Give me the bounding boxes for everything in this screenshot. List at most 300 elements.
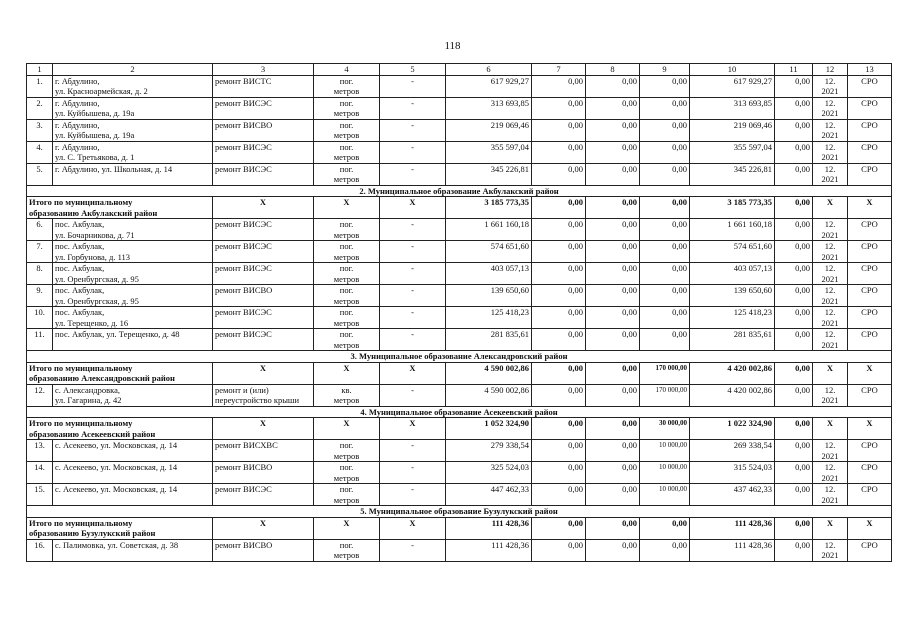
section-total-row [27, 197, 892, 219]
total-cost-cell: 281 835,61 [446, 329, 532, 351]
unit-cell-line2: метров [333, 339, 360, 350]
deadline-cell-line1: 12. [824, 440, 836, 450]
unit-cell-line2: метров [333, 229, 360, 240]
fund-cell-7: 0,00 [532, 307, 586, 329]
address-cell-line1: с. Асекеево, ул. Московская, д. 14 [55, 462, 178, 472]
total-col3: Х [213, 517, 314, 539]
deadline-cell-line2: 2021 [821, 174, 839, 184]
fund-cell-8: 0,00 [586, 119, 640, 141]
work-type-cell [213, 285, 314, 307]
volume-cell: - [380, 163, 446, 185]
unit-cell [314, 285, 380, 307]
method-cell: СРО [848, 307, 892, 329]
owner-funds-cell: 125 418,23 [690, 307, 775, 329]
total-label [27, 418, 213, 440]
table-row [27, 263, 892, 285]
fund-cell-7: 0,00 [532, 263, 586, 285]
work-type-cell-line1: ремонт и (или) [215, 384, 269, 395]
total-col5: Х [380, 418, 446, 440]
unit-cell-line2: метров [333, 450, 360, 461]
unit-cell [314, 97, 380, 119]
fund-cell-8: 0,00 [586, 307, 640, 329]
fund-cell-8: 0,00 [586, 75, 640, 97]
address-cell-line2: ул. Оренбургская, д. 95 [55, 295, 139, 306]
unit-cell-line2: метров [333, 295, 360, 306]
volume-cell: - [380, 263, 446, 285]
volume-cell: - [380, 329, 446, 351]
row-number: 6. [27, 219, 53, 241]
fund-cell-7: 0,00 [532, 384, 586, 406]
work-type-cell [213, 539, 314, 561]
row-number: 12. [27, 384, 53, 406]
fund-cell-9: 0,00 [640, 263, 690, 285]
unit-cell-line1: пог. [339, 141, 354, 152]
unit-cell-line2: метров [333, 251, 360, 262]
unit-cell [314, 75, 380, 97]
unit-cell-line1: пог. [339, 241, 354, 251]
unit-cell-line1: пог. [339, 163, 354, 174]
address-cell [53, 484, 213, 506]
fund-cell-11: 0,00 [775, 141, 813, 163]
unit-cell [314, 141, 380, 163]
address-cell [53, 75, 213, 97]
total-col4: Х [314, 418, 380, 440]
fund-cell-7: 0,00 [532, 219, 586, 241]
work-type-cell-line2: переустройство крыши [215, 395, 300, 405]
fund-cell-8: 0,00 [586, 97, 640, 119]
total-col8: 0,00 [586, 517, 640, 539]
table-row [27, 285, 892, 307]
total-col11: 0,00 [775, 197, 813, 219]
fund-cell-7: 0,00 [532, 462, 586, 484]
fund-cell-11: 0,00 [775, 484, 813, 506]
table-row [27, 384, 892, 406]
work-type-cell-line1: ремонт ВИСТС [215, 75, 272, 86]
column-header-7: 7 [532, 64, 586, 76]
total-label-line2: образованию Бузулукский район [29, 528, 156, 538]
unit-cell-line1: пог. [339, 75, 354, 86]
deadline-cell [813, 484, 848, 506]
page-number: 118 [444, 40, 461, 52]
total-col3: Х [213, 418, 314, 440]
fund-cell-7: 0,00 [532, 119, 586, 141]
total-col10: 4 420 002,86 [690, 362, 775, 384]
fund-cell-7: 0,00 [532, 141, 586, 163]
total-col12: Х [813, 517, 848, 539]
volume-cell: - [380, 484, 446, 506]
unit-cell-line2: метров [333, 108, 360, 118]
row-number: 10. [27, 307, 53, 329]
deadline-cell [813, 539, 848, 561]
work-type-cell [213, 163, 314, 185]
fund-cell-7: 0,00 [532, 285, 586, 307]
total-col5: Х [380, 362, 446, 384]
address-cell-line2: ул. Куйбышева, д. 19а [55, 108, 135, 118]
fund-cell-9: 10 000,00 [640, 484, 690, 506]
deadline-cell-line2: 2021 [821, 273, 839, 284]
total-cost-cell: 1 661 160,18 [446, 219, 532, 241]
fund-cell-9: 0,00 [640, 97, 690, 119]
unit-cell [314, 119, 380, 141]
total-col13: Х [848, 362, 892, 384]
volume-cell: - [380, 384, 446, 406]
fund-cell-9: 0,00 [640, 163, 690, 185]
fund-cell-8: 0,00 [586, 384, 640, 406]
total-col11: 0,00 [775, 362, 813, 384]
total-col4: Х [314, 517, 380, 539]
deadline-cell-line2: 2021 [821, 152, 839, 162]
volume-cell: - [380, 97, 446, 119]
deadline-cell-line2: 2021 [821, 295, 839, 306]
fund-cell-7: 0,00 [532, 329, 586, 351]
deadline-cell [813, 307, 848, 329]
section-header-row [27, 185, 892, 197]
deadline-cell-line1: 12. [824, 241, 836, 251]
method-cell: СРО [848, 97, 892, 119]
address-cell-line2: ул. Бочарникова, д. 71 [55, 229, 135, 240]
deadline-cell [813, 329, 848, 351]
work-type-cell-line1: ремонт ВИСЭС [215, 97, 272, 108]
deadline-cell-line2: 2021 [821, 494, 839, 505]
deadline-cell-line2: 2021 [821, 229, 839, 240]
method-cell: СРО [848, 241, 892, 263]
volume-cell: - [380, 141, 446, 163]
work-type-cell [213, 219, 314, 241]
owner-funds-cell: 281 835,61 [690, 329, 775, 351]
fund-cell-7: 0,00 [532, 163, 586, 185]
address-cell [53, 307, 213, 329]
table-row [27, 119, 892, 141]
deadline-cell-line1: 12. [824, 484, 836, 494]
total-col8: 0,00 [586, 197, 640, 219]
unit-cell [314, 163, 380, 185]
unit-cell [314, 219, 380, 241]
column-header-5: 5 [380, 64, 446, 76]
owner-funds-cell: 617 929,27 [690, 75, 775, 97]
method-cell: СРО [848, 462, 892, 484]
row-number: 16. [27, 539, 53, 561]
row-number: 5. [27, 163, 53, 185]
method-cell: СРО [848, 539, 892, 561]
total-col11: 0,00 [775, 418, 813, 440]
row-number: 13. [27, 440, 53, 462]
address-cell [53, 241, 213, 263]
work-type-cell [213, 440, 314, 462]
work-type-cell [213, 462, 314, 484]
volume-cell: - [380, 219, 446, 241]
deadline-cell-line1: 12. [824, 119, 836, 130]
column-header-9: 9 [640, 64, 690, 76]
fund-cell-8: 0,00 [586, 539, 640, 561]
fund-cell-11: 0,00 [775, 384, 813, 406]
section-total-row [27, 418, 892, 440]
total-label-line1: Итого по муниципальному [29, 517, 133, 528]
fund-cell-9: 0,00 [640, 141, 690, 163]
address-cell-line1: пос. Акбулак, [55, 307, 105, 317]
address-cell-line2: ул. Горбунова, д. 113 [55, 251, 131, 262]
total-col5: Х [380, 517, 446, 539]
total-cost-cell: 617 929,27 [446, 75, 532, 97]
table-row [27, 141, 892, 163]
fund-cell-11: 0,00 [775, 263, 813, 285]
address-cell-line1: пос. Акбулак, [55, 241, 105, 251]
work-type-cell-line1: ремонт ВИСВО [215, 462, 273, 472]
fund-cell-8: 0,00 [586, 163, 640, 185]
deadline-cell-line1: 12. [824, 97, 836, 108]
address-cell [53, 462, 213, 484]
table-row [27, 440, 892, 462]
work-type-cell-line1: ремонт ВИСВО [215, 539, 273, 550]
fund-cell-8: 0,00 [586, 462, 640, 484]
capital-repair-table [26, 63, 892, 562]
unit-cell-line2: метров [333, 174, 360, 184]
address-cell [53, 329, 213, 351]
unit-cell [314, 241, 380, 263]
deadline-cell-line1: 12. [824, 163, 836, 174]
fund-cell-7: 0,00 [532, 539, 586, 561]
table-row [27, 75, 892, 97]
unit-cell-line1: пог. [339, 219, 354, 229]
total-col6: 1 052 324,90 [446, 418, 532, 440]
fund-cell-9: 0,00 [640, 75, 690, 97]
deadline-cell-line1: 12. [824, 219, 836, 229]
owner-funds-cell: 574 651,60 [690, 241, 775, 263]
table-row [27, 97, 892, 119]
work-type-cell-line1: ремонт ВИСЭС [215, 329, 272, 339]
method-cell: СРО [848, 329, 892, 351]
address-cell [53, 119, 213, 141]
table-row [27, 329, 892, 351]
deadline-cell-line1: 12. [824, 285, 836, 295]
work-type-cell [213, 75, 314, 97]
total-col9: 0,00 [640, 197, 690, 219]
total-col5: Х [380, 197, 446, 219]
owner-funds-cell: 4 420 002,86 [690, 384, 775, 406]
deadline-cell-line1: 12. [824, 462, 836, 472]
work-type-cell-line1: ремонт ВИСЭС [215, 484, 272, 494]
total-col6: 3 185 773,35 [446, 197, 532, 219]
unit-cell [314, 484, 380, 506]
address-cell [53, 440, 213, 462]
column-header-6: 6 [446, 64, 532, 76]
work-type-cell-line1: ремонт ВИСЭС [215, 241, 272, 251]
total-cost-cell: 447 462,33 [446, 484, 532, 506]
deadline-cell-line2: 2021 [821, 450, 839, 461]
section-title: 4. Муниципальное образование Асекеевский район [27, 406, 892, 418]
table-row [27, 219, 892, 241]
row-number: 1. [27, 75, 53, 97]
deadline-cell-line2: 2021 [821, 395, 839, 405]
deadline-cell [813, 119, 848, 141]
unit-cell-line1: пог. [339, 285, 354, 295]
total-cost-cell: 139 650,60 [446, 285, 532, 307]
owner-funds-cell: 1 661 160,18 [690, 219, 775, 241]
table-row [27, 539, 892, 561]
unit-cell-line2: метров [333, 152, 360, 162]
work-type-cell [213, 263, 314, 285]
work-type-cell-line1: ремонт ВИСЭС [215, 141, 272, 152]
fund-cell-11: 0,00 [775, 219, 813, 241]
work-type-cell-line1: ремонт ВИСЭС [215, 263, 272, 273]
unit-cell-line1: кв. [341, 384, 352, 395]
fund-cell-9: 0,00 [640, 539, 690, 561]
total-label-line1: Итого по муниципальному [29, 362, 133, 373]
total-label-line1: Итого по муниципальному [29, 197, 133, 207]
total-cost-cell: 279 338,54 [446, 440, 532, 462]
address-cell [53, 163, 213, 185]
total-col7: 0,00 [532, 362, 586, 384]
unit-cell-line1: пог. [339, 440, 354, 450]
owner-funds-cell: 219 069,46 [690, 119, 775, 141]
row-number: 14. [27, 462, 53, 484]
method-cell: СРО [848, 484, 892, 506]
total-col10: 111 428,36 [690, 517, 775, 539]
unit-cell-line1: пог. [339, 263, 354, 273]
address-cell-line1: г. Абдулино, [55, 97, 100, 108]
total-label [27, 517, 213, 539]
total-col12: Х [813, 362, 848, 384]
work-type-cell [213, 241, 314, 263]
section-total-row [27, 517, 892, 539]
total-col10: 3 185 773,35 [690, 197, 775, 219]
row-number: 11. [27, 329, 53, 351]
unit-cell [314, 462, 380, 484]
fund-cell-11: 0,00 [775, 307, 813, 329]
total-cost-cell: 325 524,03 [446, 462, 532, 484]
fund-cell-7: 0,00 [532, 97, 586, 119]
deadline-cell [813, 163, 848, 185]
owner-funds-cell: 437 462,33 [690, 484, 775, 506]
section-title: 5. Муниципальное образование Бузулукский район [27, 506, 892, 518]
total-cost-cell: 4 590 002,86 [446, 384, 532, 406]
total-col4: Х [314, 362, 380, 384]
total-col10: 1 022 324,90 [690, 418, 775, 440]
deadline-cell-line1: 12. [824, 329, 836, 339]
unit-cell [314, 329, 380, 351]
method-cell: СРО [848, 75, 892, 97]
total-cost-cell: 355 597,04 [446, 141, 532, 163]
deadline-cell [813, 462, 848, 484]
volume-cell: - [380, 539, 446, 561]
deadline-cell-line1: 12. [824, 75, 836, 86]
deadline-cell [813, 440, 848, 462]
total-col12: Х [813, 197, 848, 219]
deadline-cell [813, 75, 848, 97]
unit-cell-line2: метров [333, 494, 360, 505]
volume-cell: - [380, 440, 446, 462]
deadline-cell [813, 285, 848, 307]
work-type-cell [213, 307, 314, 329]
owner-funds-cell: 269 338,54 [690, 440, 775, 462]
fund-cell-11: 0,00 [775, 97, 813, 119]
method-cell: СРО [848, 163, 892, 185]
deadline-cell-line2: 2021 [821, 108, 839, 118]
volume-cell: - [380, 462, 446, 484]
deadline-cell [813, 141, 848, 163]
total-col9: 170 000,00 [640, 362, 690, 384]
address-cell-line2: ул. Терещенко, д. 16 [55, 317, 129, 328]
work-type-cell [213, 97, 314, 119]
fund-cell-8: 0,00 [586, 285, 640, 307]
unit-cell [314, 307, 380, 329]
column-header-10: 10 [690, 64, 775, 76]
total-col9: 30 000,00 [640, 418, 690, 440]
total-col8: 0,00 [586, 362, 640, 384]
fund-cell-11: 0,00 [775, 119, 813, 141]
fund-cell-7: 0,00 [532, 440, 586, 462]
section-title: 2. Муниципальное образование Акбулакский район [27, 185, 892, 197]
deadline-cell [813, 219, 848, 241]
unit-cell-line2: метров [333, 317, 360, 328]
address-cell-line2: ул. Гагарина, д. 42 [55, 395, 122, 405]
row-number: 4. [27, 141, 53, 163]
row-number: 15. [27, 484, 53, 506]
fund-cell-9: 0,00 [640, 285, 690, 307]
section-title: 3. Муниципальное образование Александровский район [27, 351, 892, 363]
address-cell-line1: г. Абдулино, ул. Школьная, д. 14 [55, 163, 173, 174]
total-label-line2: образованию Асекеевский район [29, 428, 156, 439]
deadline-cell [813, 263, 848, 285]
table-row [27, 307, 892, 329]
row-number: 9. [27, 285, 53, 307]
column-header-4: 4 [314, 64, 380, 76]
total-col7: 0,00 [532, 197, 586, 219]
address-cell-line2: ул. Оренбургская, д. 95 [55, 273, 139, 284]
unit-cell-line1: пог. [339, 119, 354, 130]
fund-cell-9: 10 000,00 [640, 462, 690, 484]
unit-cell-line2: метров [333, 472, 360, 483]
column-header-11: 11 [775, 64, 813, 76]
owner-funds-cell: 313 693,85 [690, 97, 775, 119]
address-cell [53, 285, 213, 307]
owner-funds-cell: 403 057,13 [690, 263, 775, 285]
unit-cell-line2: метров [333, 395, 360, 405]
total-col3: Х [213, 197, 314, 219]
work-type-cell [213, 329, 314, 351]
work-type-cell-line1: ремонт ВИСВО [215, 119, 273, 130]
fund-cell-8: 0,00 [586, 219, 640, 241]
owner-funds-cell: 355 597,04 [690, 141, 775, 163]
total-cost-cell: 219 069,46 [446, 119, 532, 141]
row-number: 7. [27, 241, 53, 263]
deadline-cell-line2: 2021 [821, 339, 839, 350]
unit-cell [314, 384, 380, 406]
column-header-13: 13 [848, 64, 892, 76]
work-type-cell-line1: ремонт ВИСВО [215, 285, 273, 295]
total-cost-cell: 574 651,60 [446, 241, 532, 263]
total-col3: Х [213, 362, 314, 384]
total-col9: 0,00 [640, 517, 690, 539]
address-cell-line1: с. Асекеево, ул. Московская, д. 14 [55, 440, 178, 450]
work-type-cell [213, 119, 314, 141]
address-cell-line1: пос. Акбулак, [55, 263, 105, 273]
deadline-cell-line2: 2021 [821, 86, 839, 96]
total-col12: Х [813, 418, 848, 440]
fund-cell-9: 0,00 [640, 219, 690, 241]
unit-cell-line1: пог. [339, 462, 354, 472]
fund-cell-8: 0,00 [586, 141, 640, 163]
total-cost-cell: 403 057,13 [446, 263, 532, 285]
total-cost-cell: 111 428,36 [446, 539, 532, 561]
work-type-cell-line1: ремонт ВИСЭС [215, 163, 272, 174]
total-col11: 0,00 [775, 517, 813, 539]
total-col7: 0,00 [532, 517, 586, 539]
work-type-cell-line1: ремонт ВИСЭС [215, 307, 272, 317]
total-label [27, 362, 213, 384]
total-cost-cell: 125 418,23 [446, 307, 532, 329]
owner-funds-cell: 345 226,81 [690, 163, 775, 185]
total-col6: 4 590 002,86 [446, 362, 532, 384]
